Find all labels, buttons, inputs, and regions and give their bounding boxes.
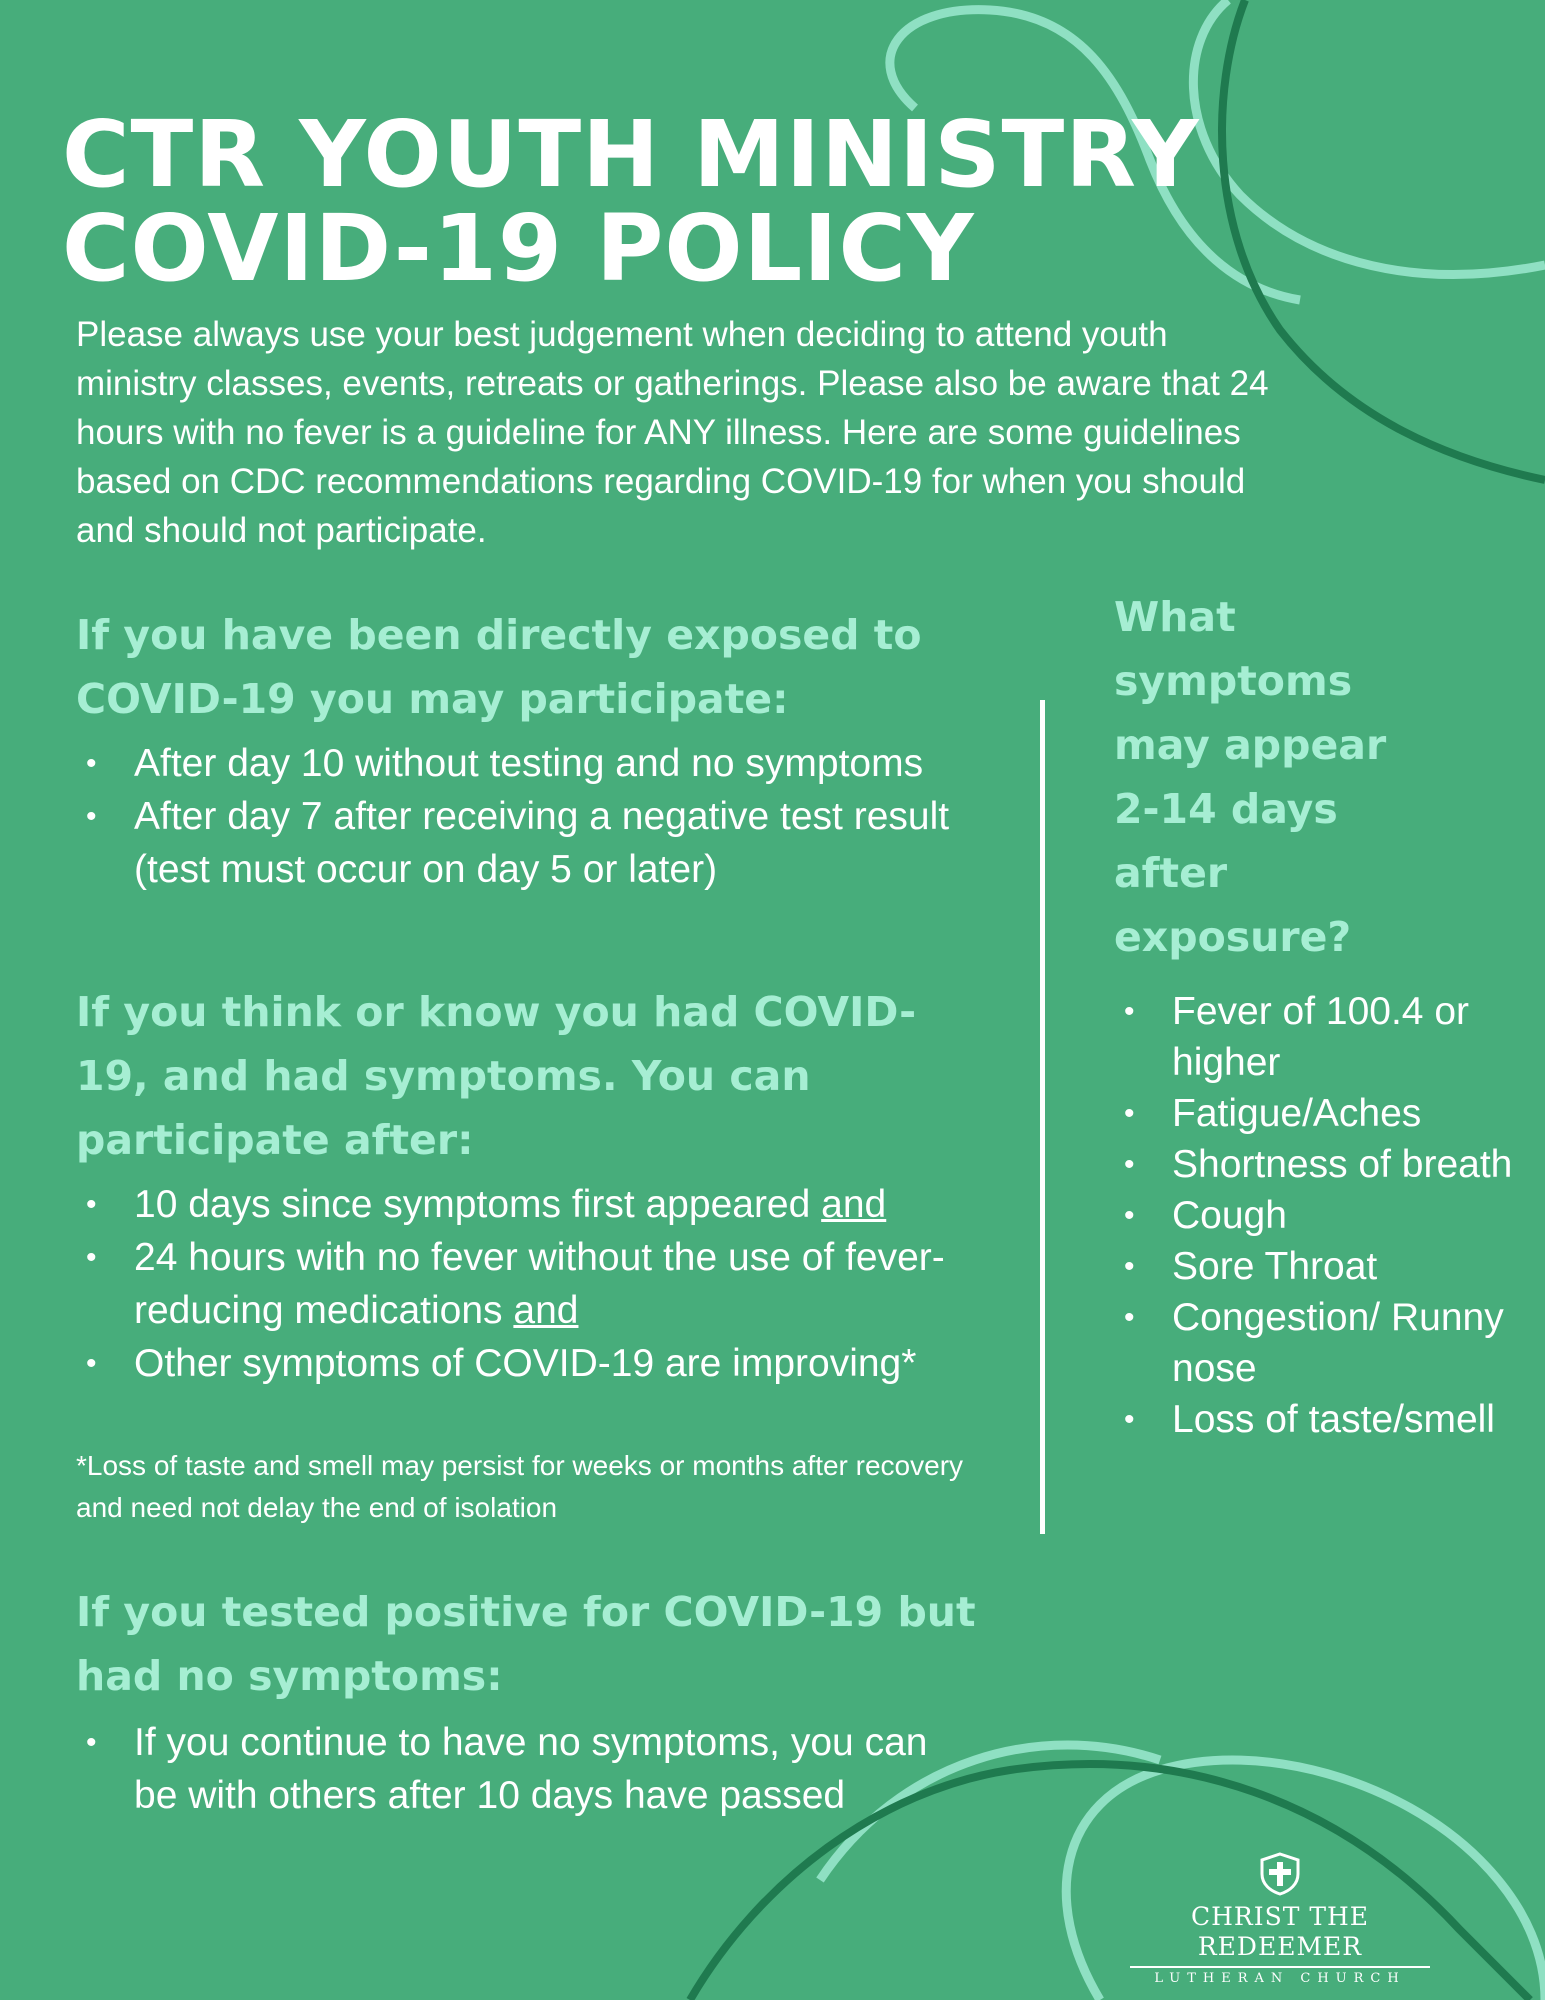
- page-title: [62, 101, 1200, 302]
- bullet-icon: •: [86, 1241, 97, 1274]
- bullet-icon: •: [1124, 1301, 1135, 1334]
- list-item: [76, 1231, 976, 1337]
- top-light-swirl: [1193, 0, 1545, 274]
- list-item: [1114, 1139, 1514, 1190]
- list-item: [1114, 986, 1514, 1088]
- positive-list: [76, 1716, 956, 1822]
- list-item-text: Shortness of breath: [1172, 1143, 1513, 1186]
- bullet-icon: •: [1124, 1403, 1135, 1436]
- list-item: [1114, 1088, 1514, 1139]
- exposed-heading: If you have been directly exposed to COVID-19 you may participate:: [76, 611, 922, 723]
- positive-heading: If you tested positive for COVID-19 but had no symptoms:: [76, 1588, 976, 1700]
- symptoms-list: [1114, 986, 1514, 1445]
- list-item-text: 10 days since symptoms first appeared: [134, 1183, 811, 1226]
- list-item-text: Sore Throat: [1172, 1245, 1378, 1288]
- list-item-text: After day 10 without testing and no symptoms: [134, 742, 924, 785]
- list-item: [1114, 1190, 1514, 1241]
- list-item: [76, 1716, 956, 1822]
- title-line-2: COVID-19 POLICY: [62, 195, 975, 302]
- church-subtitle: LUTHERAN CHURCH: [1130, 1966, 1430, 1988]
- list-item-text: Fatigue/Aches: [1172, 1092, 1422, 1135]
- isolation-footnote: *Loss of taste and smell may persist for weeks or months after recovery and need not delay the end of isolation: [76, 1450, 964, 1523]
- bullet-icon: •: [86, 800, 97, 833]
- exposed-list: [76, 737, 976, 896]
- conjunction-underlined: and: [821, 1183, 887, 1226]
- list-item: [76, 1178, 976, 1231]
- bullet-icon: •: [86, 1188, 97, 1221]
- conjunction-underlined: and: [513, 1289, 579, 1332]
- list-item-text: Fever of 100.4 or higher: [1172, 990, 1469, 1084]
- list-item: [76, 790, 976, 896]
- church-name: CHRIST THE REDEEMER: [1190, 1902, 1370, 1961]
- list-item: [1114, 1292, 1514, 1394]
- list-item-text: 24 hours with no fever without the use of fever-reducing medications: [134, 1236, 945, 1332]
- list-item-text: If you continue to have no symptoms, you can be with others after 10 days have passed: [134, 1721, 928, 1817]
- church-logo: [1120, 1852, 1440, 1988]
- bullet-icon: •: [1124, 1199, 1135, 1232]
- list-item: [76, 1337, 976, 1390]
- list-item-text: Other symptoms of COVID-19 are improving*: [134, 1342, 917, 1385]
- list-item-text: Cough: [1172, 1194, 1287, 1237]
- list-item-text: After day 7 after receiving a negative test result (test must occur on day 5 or later): [134, 795, 950, 891]
- list-item: [1114, 1394, 1514, 1445]
- list-item: [76, 737, 976, 790]
- bullet-icon: •: [86, 1726, 97, 1759]
- intro-paragraph: Please always use your best judgement when deciding to attend youth ministry classes, events, retreats or gatherings. Please also be aware that 24 hours with no fever is a guideline for ANY illness. Here are some guidelines based on CDC recommendations regarding COVID-19 for when you should and should not participate.: [76, 315, 1269, 550]
- bullet-icon: •: [1124, 995, 1135, 1028]
- list-item: [1114, 1241, 1514, 1292]
- bullet-icon: •: [86, 747, 97, 780]
- bullet-icon: •: [1124, 1250, 1135, 1283]
- list-item-text: Loss of taste/smell: [1172, 1398, 1495, 1441]
- column-divider: [1040, 700, 1045, 1534]
- bullet-icon: •: [86, 1347, 97, 1380]
- had-covid-list: [76, 1178, 976, 1390]
- bullet-icon: •: [1124, 1097, 1135, 1130]
- bullet-icon: •: [1124, 1148, 1135, 1181]
- title-line-1: CTR YOUTH MINISTRY: [62, 101, 1200, 208]
- shield-cross-icon: [1258, 1852, 1302, 1896]
- symptoms-heading: What symptoms may appear 2-14 days after exposure?: [1114, 593, 1387, 961]
- list-item-text: Congestion/ Runny nose: [1172, 1296, 1504, 1390]
- had-covid-heading: If you think or know you had COVID-19, and had symptoms. You can participate after:: [76, 988, 917, 1164]
